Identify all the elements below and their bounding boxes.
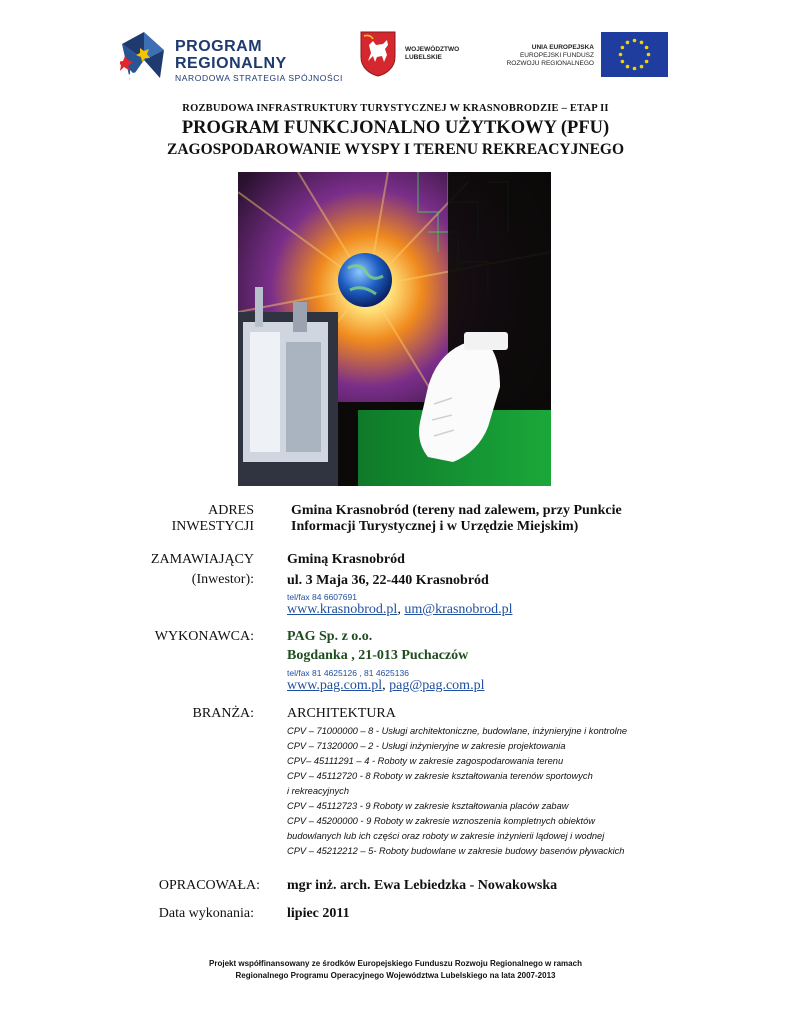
cpv-line: CPV– 45111291 – 4 - Roboty w zakresie zagospodarowania terenu — [287, 756, 564, 766]
cpv-line: CPV – 45212212 – 5- Roboty budowlane w zakresie budowy basenów pływackich — [287, 846, 625, 856]
program-regionalny-logo-icon — [120, 30, 166, 82]
cpv-line: i rekreacyjnych — [287, 786, 350, 796]
investor-links-separator: , — [397, 602, 401, 617]
cpv-line: CPV – 71320000 – 2 - Usługi inżynieryjne w zakresie projektowania — [287, 741, 566, 751]
investor-name: Gminą Krasnobród — [287, 552, 405, 567]
cpv-line: CPV – 45112723 - 9 Roboty w zakresie kształtowania placów zabaw — [287, 801, 569, 811]
document-subject: ZAGOSPODAROWANIE WYSPY I TERENU REKREACYJNEGO — [166, 141, 625, 158]
program-regionalny-title: PROGRAM REGIONALNY — [175, 38, 287, 72]
footer-line: Regionalnego Programu Operacyjnego Województwa Lubelskiego na lata 2007-2013 — [235, 971, 556, 980]
contractor-links-separator: , — [382, 678, 386, 693]
branch-label: BRANŻA: — [192, 706, 254, 721]
eu-flag-icon — [601, 32, 668, 77]
cpv-line: budowlanych lub ich części oraz roboty w zakresie inżynierii lądowej i wodnej — [287, 831, 605, 841]
author-value: mgr inż. arch. Ewa Lebiedzka - Nowakowska — [287, 878, 558, 893]
investor-label: ZAMAWIAJĄCY (Inwestor): — [150, 552, 254, 587]
cpv-list — [287, 724, 757, 859]
footer — [0, 958, 791, 982]
author-label: OPRACOWAŁA: — [158, 878, 260, 893]
contractor-phone: tel/fax 81 4625126 , 81 4625136 — [287, 668, 409, 678]
contractor-email-link[interactable]: pag@pag.com.pl — [389, 678, 485, 693]
investor-phone: tel/fax 84 6607691 — [287, 592, 357, 602]
contractor-links — [287, 678, 484, 694]
address-value: Gmina Krasnobród (tereny nad zalewem, przy Punkcie Informacji Turystycznej i w Urzędzie Miejskim) — [291, 503, 622, 534]
project-subtitle: ROZBUDOWA INFRASTRUKTURY TURYSTYCZNEJ W KRASNOBRODZIE – ETAP II — [182, 103, 609, 114]
lubelskie-crest-icon — [360, 31, 396, 77]
lubelskie-label: WOJEWÓDZTWO LUBELSKIE — [405, 46, 460, 61]
date-label: Data wykonania: — [158, 906, 254, 921]
eu-label: UNIA EUROPEJSKA EUROPEJSKI FUNDUSZ ROZWOJU REGIONALNEGO — [506, 44, 594, 67]
contractor-label: WYKONAWCA: — [154, 629, 254, 644]
branch-value: ARCHITEKTURA — [287, 706, 396, 721]
date-value: lipiec 2011 — [287, 906, 350, 921]
investor-email-link[interactable]: um@krasnobrod.pl — [404, 602, 513, 617]
investor-website-link[interactable]: www.krasnobrod.pl — [287, 602, 398, 617]
cpv-line: CPV – 45112720 - 8 Roboty w zakresie kształtowania terenów sportowych — [287, 771, 593, 781]
contractor-name: PAG Sp. z o.o. — [287, 629, 373, 644]
cpv-line: CPV – 71000000 – 8 - Usługi architektoniczne, budowlane, inżynieryjne i kontrolne — [287, 726, 628, 736]
footer-line: Projekt współfinansowany ze środków Europejskiego Funduszu Rozwoju Regionalnego w ramach — [209, 959, 582, 968]
program-regionalny-subtitle: NARODOWA STRATEGIA SPÓJNOŚCI — [175, 73, 343, 83]
address-label: ADRES INWESTYCJI — [171, 503, 254, 534]
document-title: PROGRAM FUNKCJONALNO UŻYTKOWY (PFU) — [181, 118, 610, 138]
cpv-line: CPV – 45200000 - 9 Roboty w zakresie wznoszenia kompletnych obiektów — [287, 816, 595, 826]
contractor-address: Bogdanka , 21-013 Puchaczów — [287, 648, 469, 663]
investor-street: ul. 3 Maja 36, 22-440 Krasnobród — [287, 573, 489, 588]
investor-links — [287, 602, 512, 618]
cover-image — [238, 172, 551, 486]
contractor-website-link[interactable]: www.pag.com.pl — [287, 678, 383, 693]
